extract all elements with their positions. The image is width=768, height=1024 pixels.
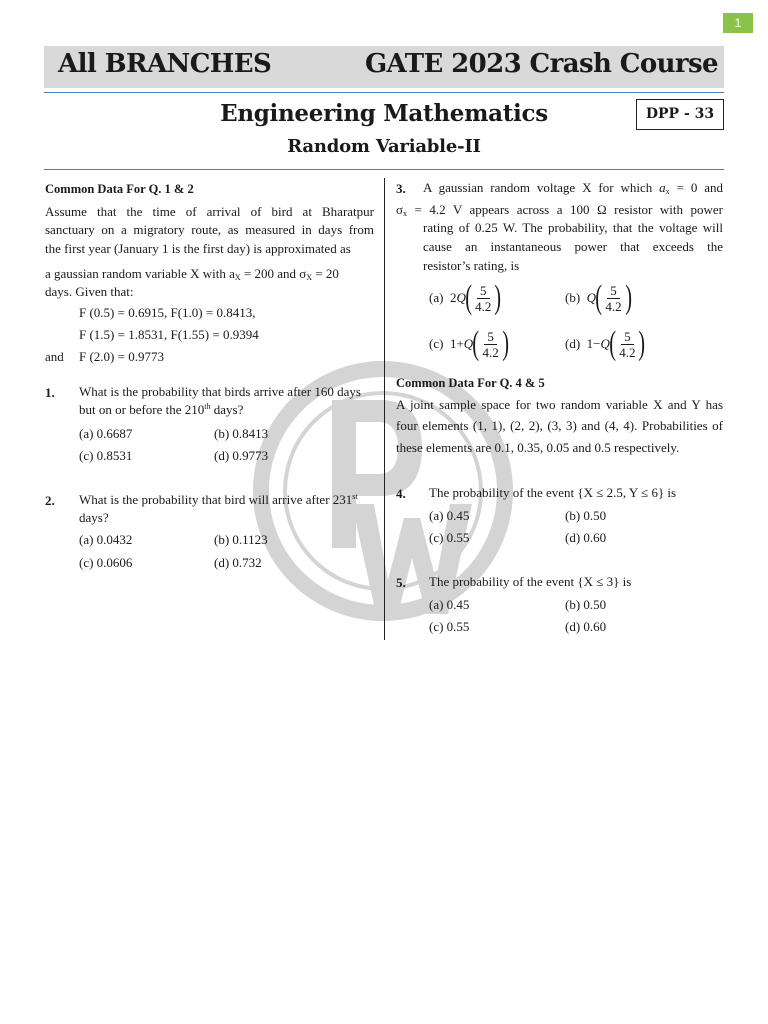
- answer-option: (c) 0.55: [429, 619, 470, 634]
- question-text: rating of 0.25 W. The probability, that the voltage will: [423, 220, 723, 235]
- question-text: The probability of the event {X ≤ 3} is: [429, 574, 632, 589]
- answer-option: (c) 1+ Q ( $\frac{5}{4.2}$ ): [429, 325, 509, 362]
- given-value-line: F (1.5) = 1.8531, F(1.55) = 0.9394: [79, 327, 259, 342]
- answer-option: (b) 0.50: [565, 508, 607, 523]
- question-number: 5.: [396, 575, 406, 590]
- question-text: days?: [79, 510, 109, 525]
- header-course-label: GATE 2023 Crash Course: [364, 49, 718, 79]
- answer-option: (c) 0.8531: [79, 448, 133, 463]
- answer-option: (b) 0.1123: [214, 532, 268, 547]
- answer-option: (d) 1− Q ( $\frac{5}{4.2}$ ): [565, 325, 646, 362]
- common-data-1-line: Assume that the time of arrival of bird at Bharatpur: [45, 204, 374, 219]
- answer-option: (a) 0.0432: [79, 532, 133, 547]
- common-data-2-line: A joint sample space for two random variable X and Y has: [396, 397, 723, 412]
- answer-option: (a) 0.45: [429, 597, 470, 612]
- common-data-1-line: a gaussian random variable X with $a_X = 200$ and $\sigma_X = 20$: [45, 266, 339, 282]
- question-text: The probability of the event {X ≤ 2.5, Y ≤ 6} is: [429, 485, 677, 500]
- question-number: 2.: [45, 493, 55, 508]
- common-data-2-heading: Common Data For Q. 4 & 5: [396, 376, 545, 390]
- question-text: resistor’s rating, is: [423, 258, 520, 273]
- question-text: $\sigma_x = 4.2$ V appears across a 100 Ω resistor with power: [396, 202, 723, 218]
- answer-option: (b) Q ( $\frac{5}{4.2}$ ): [565, 279, 632, 316]
- question-text: but on or before the 210th days?: [79, 402, 244, 417]
- answer-option: (d) 0.60: [565, 530, 607, 545]
- answer-option: (d) 0.732: [214, 555, 262, 570]
- common-data-1-line: days. Given that:: [45, 284, 134, 299]
- common-data-1-heading: Common Data For Q. 1 & 2: [45, 182, 194, 196]
- answer-option: (a) 2 Q ( $\frac{5}{4.2}$ ): [429, 279, 502, 316]
- common-data-2-line: four elements (1, 1), (2, 2), (3, 3) and (4, 4). Probabilities of: [396, 418, 723, 433]
- answer-option: (a) 0.6687: [79, 426, 133, 441]
- given-value-line: F (0.5) = 0.6915, F(1.0) = 0.8413,: [79, 305, 256, 320]
- page-title: Engineering Mathematics: [220, 100, 548, 127]
- answer-option: (a) 0.45: [429, 508, 470, 523]
- question-text: cause an instantaneous power that exceeds the: [423, 239, 723, 254]
- dpp-label-box: DPP - 33: [636, 99, 724, 130]
- question-number: 4.: [396, 486, 406, 501]
- answer-option: (d) 0.9773: [214, 448, 269, 463]
- header-branch-label: All BRANCHES: [58, 49, 272, 79]
- question-text: What is the probability that birds arrive after 160 days: [79, 384, 361, 399]
- given-value-line: F (2.0) = 0.9773: [79, 349, 164, 364]
- common-data-1-line: the first year (January 1 is the first day) is approximated as: [45, 241, 351, 256]
- answer-option: (b) 0.50: [565, 597, 607, 612]
- answer-option: (c) 0.0606: [79, 555, 133, 570]
- title-rule: [44, 169, 724, 170]
- question-number: 3.: [396, 181, 406, 196]
- page-subtitle: Random Variable-II: [287, 136, 481, 157]
- question-text: What is the probability that bird will arrive after 231st: [79, 492, 358, 507]
- answer-option: (d) 0.60: [565, 619, 607, 634]
- question-text: A gaussian random voltage X for which $a_x = 0$ and: [423, 180, 724, 196]
- question-number: 1.: [45, 385, 55, 400]
- common-data-1-line: sanctuary on a migratory route, as measured in days from: [45, 222, 374, 237]
- page-number-badge: 1: [723, 13, 753, 33]
- answer-option: (b) 0.8413: [214, 426, 269, 441]
- header-rule: [44, 92, 724, 93]
- and-label: and: [45, 349, 64, 364]
- answer-option: (c) 0.55: [429, 530, 470, 545]
- column-divider: [384, 178, 385, 640]
- common-data-2-line: these elements are 0.1, 0.35, 0.05 and 0.5 respectively.: [396, 440, 680, 455]
- header-banner: [44, 46, 724, 88]
